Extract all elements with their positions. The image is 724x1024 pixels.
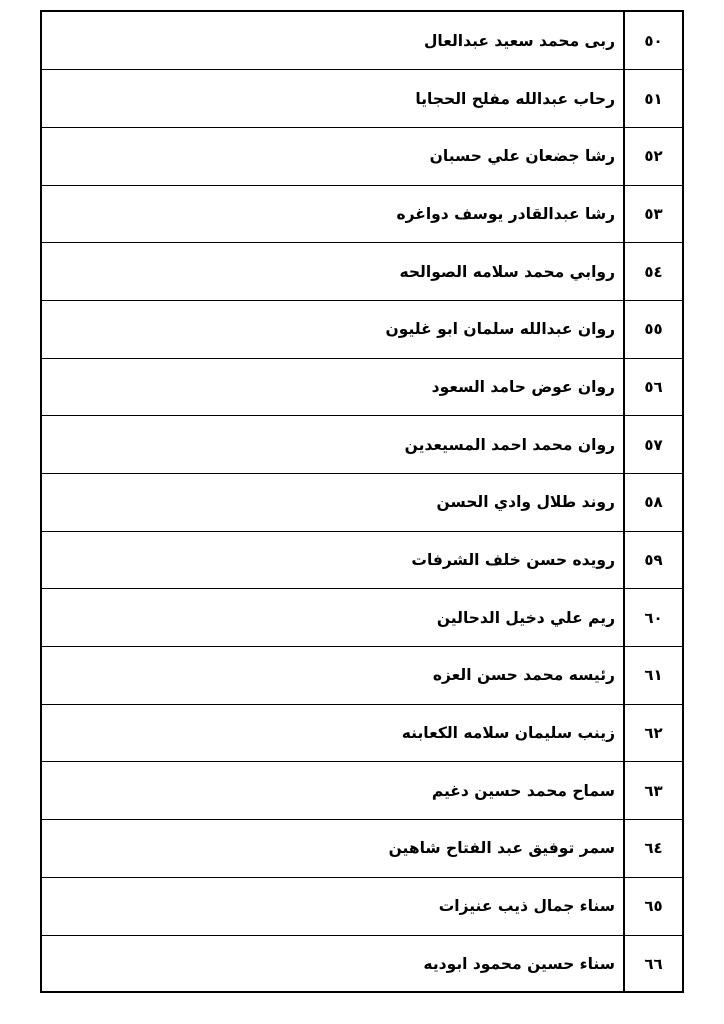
row-number: ٦٤ [624, 820, 682, 878]
table-row [42, 474, 682, 532]
row-number: ٥٩ [624, 531, 682, 589]
row-number: ٦١ [624, 647, 682, 705]
row-number: ٥٠ [624, 12, 682, 70]
table-row [42, 762, 682, 820]
row-name: رئيسه محمد حسن العزه [42, 647, 624, 705]
row-name: رشا جضعان علي حسبان [42, 127, 624, 185]
names-table-body [42, 12, 682, 993]
row-name: رشا عبدالقادر يوسف دواغره [42, 185, 624, 243]
row-name: سناء جمال ذيب عنيزات [42, 877, 624, 935]
table-row [42, 185, 682, 243]
table-row [42, 935, 682, 993]
table-row [42, 877, 682, 935]
table-row [42, 416, 682, 474]
row-number: ٥٤ [624, 243, 682, 301]
row-name: سماح محمد حسين دغيم [42, 762, 624, 820]
names-table-container [40, 10, 684, 993]
table-row [42, 300, 682, 358]
row-number: ٥١ [624, 70, 682, 128]
row-number: ٥٦ [624, 358, 682, 416]
row-number: ٦٥ [624, 877, 682, 935]
row-number: ٥٢ [624, 127, 682, 185]
table-row [42, 243, 682, 301]
row-number: ٥٥ [624, 300, 682, 358]
table-row [42, 531, 682, 589]
row-number: ٦٠ [624, 589, 682, 647]
table-row [42, 70, 682, 128]
row-number: ٦٣ [624, 762, 682, 820]
table-row [42, 589, 682, 647]
row-name: ريم علي دخيل الدحالين [42, 589, 624, 647]
row-number: ٦٢ [624, 704, 682, 762]
row-name: زينب سليمان سلامه الكعابنه [42, 704, 624, 762]
row-name: روان عوض حامد السعود [42, 358, 624, 416]
table-row [42, 820, 682, 878]
row-name: رويده حسن خلف الشرفات [42, 531, 624, 589]
row-name: ربى محمد سعيد عبدالعال [42, 12, 624, 70]
row-name: سمر توفيق عبد الفتاح شاهين [42, 820, 624, 878]
row-number: ٥٣ [624, 185, 682, 243]
row-name: سناء حسين محمود ابوديه [423, 955, 615, 974]
table-row [42, 358, 682, 416]
row-number: ٥٧ [624, 416, 682, 474]
names-table [42, 12, 682, 993]
row-name: روابي محمد سلامه الصوالحه [42, 243, 624, 301]
table-row [42, 12, 682, 70]
table-row [42, 704, 682, 762]
row-name: روان عبدالله سلمان ابو غليون [42, 300, 624, 358]
table-row [42, 647, 682, 705]
row-name: روند طلال وادي الحسن [42, 474, 624, 532]
row-name: رحاب عبدالله مفلح الحجايا [42, 70, 624, 128]
row-number: ٦٦ [624, 935, 682, 993]
row-number: ٥٨ [624, 474, 682, 532]
table-row [42, 127, 682, 185]
row-name: روان محمد احمد المسيعدين [42, 416, 624, 474]
